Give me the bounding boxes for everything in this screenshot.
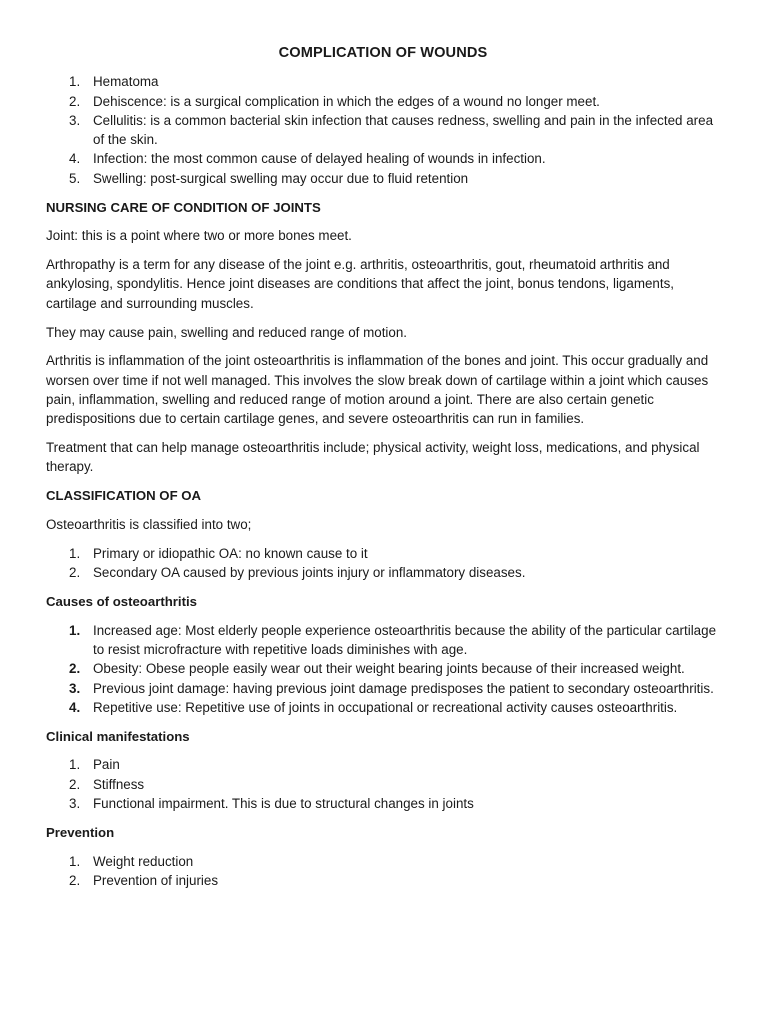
list-number: 1. xyxy=(69,622,81,638)
causes-list xyxy=(46,621,720,717)
clinical-list xyxy=(46,755,720,813)
list-item-text: Pain xyxy=(93,757,120,773)
list-item-text: Primary or idiopathic OA: no known cause to it xyxy=(93,545,368,561)
list-item-text: Increased age: Most elderly people experience osteoarthritis because the ability of the particular cartilage to resist microfracture with repetitive loads diminishes with age. xyxy=(93,622,717,657)
clinical-heading: Clinical manifestations xyxy=(46,728,190,744)
list-number: 5. xyxy=(69,170,81,186)
list-item xyxy=(46,72,720,91)
list-number: 3. xyxy=(69,112,81,128)
list-item-text: Infection: the most common cause of delayed healing of wounds in infection. xyxy=(93,151,546,167)
list-number: 1. xyxy=(69,74,81,90)
classification-heading: CLASSIFICATION OF OA xyxy=(46,488,202,504)
list-item-text: Obesity: Obese people easily wear out their weight bearing joints because of their increased weight. xyxy=(93,661,685,677)
list-number: 2. xyxy=(69,565,81,581)
prevention-list xyxy=(46,852,720,891)
list-item xyxy=(46,679,720,698)
classification-list xyxy=(46,544,720,583)
list-item xyxy=(46,111,720,150)
list-number: 3. xyxy=(69,680,81,696)
list-item xyxy=(46,169,720,188)
list-item xyxy=(46,794,720,813)
list-number: 4. xyxy=(69,699,81,715)
paragraph: They may cause pain, swelling and reduced range of motion. xyxy=(46,324,408,340)
list-item-text: Dehiscence: is a surgical complication in which the edges of a wound no longer meet. xyxy=(93,93,600,109)
prevention-heading: Prevention xyxy=(46,824,115,840)
list-number: 1. xyxy=(69,545,81,561)
list-number: 3. xyxy=(69,796,81,811)
list-item-text: Hematoma xyxy=(93,74,159,90)
paragraph: Arthropathy is a term for any disease of the joint e.g. arthritis, osteoarthritis, gout, rheumatoid arthritis and ankylosing, spondylitis. Hence joint diseases are conditions that affect the joint, bonus tendons, ligaments, cartilage and surrounding muscles. xyxy=(46,257,674,311)
list-item xyxy=(46,659,720,678)
wound-complications-list xyxy=(46,72,720,188)
list-item-text: Repetitive use: Repetitive use of joints in occupational or recreational activity causes osteoarthritis. xyxy=(93,699,678,715)
page-title: COMPLICATION OF WOUNDS xyxy=(278,45,488,61)
list-number: 2. xyxy=(69,93,81,109)
list-number: 1. xyxy=(69,757,81,773)
list-item-text: Prevention of injuries xyxy=(93,872,219,888)
list-item xyxy=(46,544,720,563)
list-item xyxy=(46,149,720,168)
list-item-text: Cellulitis: is a common bacterial skin infection that causes redness, swelling and pain in the infected area of the skin. xyxy=(93,112,714,148)
list-number: 2. xyxy=(69,661,81,677)
classification-intro: Osteoarthritis is classified into two; xyxy=(46,516,252,532)
list-item-text: Functional impairment. This is due to structural changes in joints xyxy=(93,796,474,811)
list-item xyxy=(46,698,720,717)
list-item xyxy=(46,871,720,890)
list-item xyxy=(46,775,720,794)
list-item xyxy=(46,755,720,774)
list-number: 4. xyxy=(69,151,81,167)
list-item-text: Stiffness xyxy=(93,776,145,792)
list-item xyxy=(46,621,720,660)
paragraph: Joint: this is a point where two or more bones meet. xyxy=(46,228,352,244)
list-number: 2. xyxy=(69,872,81,888)
list-item-text: Secondary OA caused by previous joints injury or inflammatory diseases. xyxy=(93,565,526,581)
list-number: 2. xyxy=(69,776,81,792)
causes-heading: Causes of osteoarthritis xyxy=(46,593,197,609)
joints-heading: NURSING CARE OF CONDITION OF JOINTS xyxy=(46,199,321,215)
list-item xyxy=(46,92,720,111)
paragraph: Arthritis is inflammation of the joint osteoarthritis is inflammation of the bones and joint. This occur gradually and worsen over time if not well managed. This involves the slow break down of cartilage within a joint which causes pain, inflammation, swelling and reduced range of motion around a joint. There are also certain genetic predispositions due to certain cartilage genes, and severe osteoarthritis can run in families. xyxy=(46,353,709,427)
list-item-text: Swelling: post-surgical swelling may occur due to fluid retention xyxy=(93,170,469,186)
list-item xyxy=(46,563,720,582)
list-number: 1. xyxy=(69,853,81,869)
list-item-text: Weight reduction xyxy=(93,853,194,869)
paragraph: Treatment that can help manage osteoarthritis include; physical activity, weight loss, medications, and physical therapy. xyxy=(46,440,700,475)
list-item-text: Previous joint damage: having previous joint damage predisposes the patient to secondary osteoarthritis. xyxy=(93,680,714,696)
list-item xyxy=(46,852,720,871)
